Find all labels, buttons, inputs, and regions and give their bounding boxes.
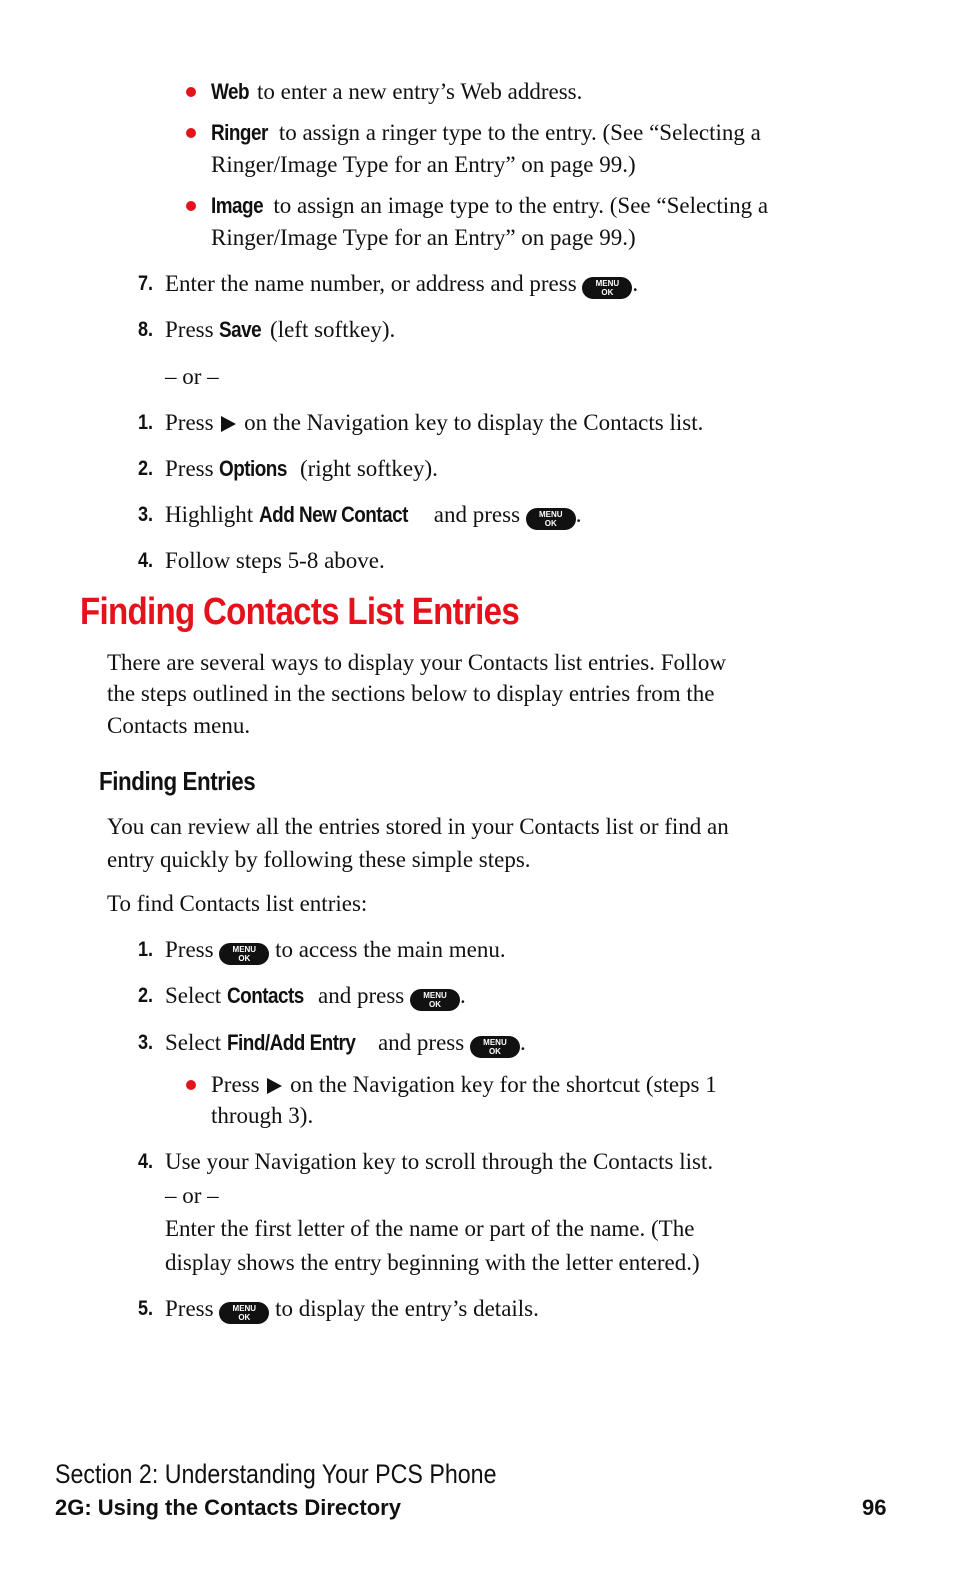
step-number: 3. — [138, 1031, 154, 1054]
step-7: Enter the name number, or address and press MENU OK . — [165, 271, 639, 297]
menu-ok-key-icon: MENU OK — [219, 1302, 269, 1324]
step-number: 1. — [138, 411, 154, 434]
bullet-image-cont: Ringer/Image Type for an Entry” on page 99.) — [211, 225, 636, 250]
step-number: 5. — [138, 1297, 154, 1320]
find-step-3: Select Find/Add Entry and press MENU OK . — [165, 1026, 526, 1059]
find-step-4: Use your Navigation key to scroll through the Contacts list. — [165, 1149, 714, 1174]
bullet-ringer-cont: Ringer/Image Type for an Entry” on page 99.) — [211, 152, 636, 177]
find-step-4-alt-cont: display shows the entry beginning with the letter entered.) — [165, 1250, 700, 1275]
alt-step-4: Follow steps 5-8 above. — [165, 548, 385, 573]
menu-ok-key-icon: MENU OK — [219, 943, 269, 965]
find-step-4-alt: Enter the first letter of the name or part of the name. (The — [165, 1216, 695, 1241]
alt-step-1: Press on the Navigation key to display the Contacts list. — [165, 410, 704, 435]
step-number: 2. — [138, 457, 154, 480]
step-8: Press Save (left softkey). — [165, 313, 395, 346]
sub-paragraph-line: entry quickly by following these simple steps. — [107, 847, 531, 872]
bullet-dot — [186, 128, 196, 138]
step-number: 8. — [138, 318, 154, 341]
find-step-3-bullet: Press on the Navigation key for the shortcut (steps 1 — [211, 1072, 717, 1097]
or-separator: – or – — [165, 364, 219, 389]
step-number: 4. — [138, 1150, 154, 1173]
intro-paragraph-line: There are several ways to display your Contacts list entries. Follow — [107, 650, 726, 675]
alt-step-3: Highlight Add New Contact and press MENU OK . — [165, 498, 582, 531]
find-step-5: Press MENU OK to display the entry’s details. — [165, 1296, 539, 1322]
intro-paragraph-line: Contacts menu. — [107, 713, 251, 738]
bold-term: Web — [211, 79, 250, 104]
section-heading: Finding Contacts List Entries — [80, 591, 520, 633]
right-arrow-icon — [221, 416, 236, 432]
step-number: 3. — [138, 503, 154, 526]
menu-ok-key-icon: MENU OK — [526, 508, 576, 530]
bullet-web: Web to enter a new entry’s Web address. — [211, 75, 582, 108]
step-number: 2. — [138, 984, 154, 1007]
bullet-ringer: Ringer to assign a ringer type to the entry. (See “Selecting a — [211, 116, 761, 149]
right-arrow-icon — [267, 1078, 282, 1094]
find-step-3-bullet-cont: through 3). — [211, 1103, 314, 1128]
menu-ok-key-icon: MENU OK — [470, 1036, 520, 1058]
bullet-image: Image to assign an image type to the entry. (See “Selecting a — [211, 189, 768, 222]
bold-term: Contacts — [226, 983, 304, 1008]
step-number: 1. — [138, 938, 154, 961]
alt-step-2: Press Options (right softkey). — [165, 452, 438, 485]
bold-term: Options — [219, 456, 288, 481]
step-number: 4. — [138, 549, 154, 572]
sub-paragraph-line: You can review all the entries stored in your Contacts list or find an — [107, 814, 729, 839]
bullet-dot — [186, 201, 196, 211]
or-separator: – or – — [165, 1183, 219, 1208]
menu-ok-key-icon: MENU OK — [582, 277, 632, 299]
page-number: 96 — [862, 1495, 887, 1520]
bold-term: Image — [211, 193, 264, 218]
to-find-label: To find Contacts list entries: — [107, 891, 368, 916]
bold-term: Add New Contact — [258, 502, 408, 527]
find-step-2: Select Contacts and press MENU OK . — [165, 979, 466, 1012]
bold-term: Save — [219, 317, 262, 342]
bold-term: Find/Add Entry — [226, 1030, 356, 1055]
intro-paragraph-line: the steps outlined in the sections below to display entries from the — [107, 681, 715, 706]
step-number: 7. — [138, 272, 154, 295]
menu-ok-key-icon: MENU OK — [410, 989, 460, 1011]
bold-term: Ringer — [211, 120, 268, 145]
footer-section-title: Section 2: Understanding Your PCS Phone — [55, 1459, 497, 1489]
find-step-1: Press MENU OK to access the main menu. — [165, 937, 506, 963]
bullet-dot — [186, 87, 196, 97]
footer-chapter-title: 2G: Using the Contacts Directory — [55, 1495, 401, 1520]
bullet-dot — [186, 1080, 196, 1090]
subheading: Finding Entries — [99, 766, 256, 796]
